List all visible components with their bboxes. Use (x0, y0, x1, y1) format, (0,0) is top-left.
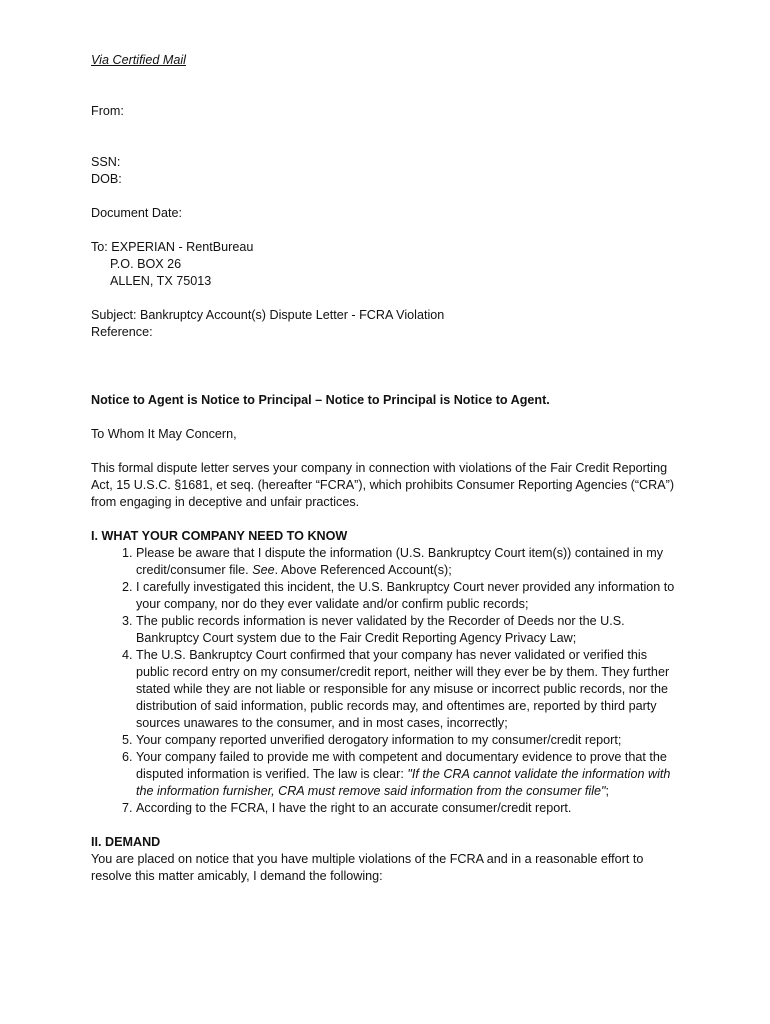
recipient-address-1: P.O. BOX 26 (110, 257, 182, 271)
list-text: sources unawares to the consumer, and in most cases, incorrectly; (136, 716, 508, 730)
list-text: distribution of said information, public records may, and oftentimes are, reported by third party (136, 699, 657, 713)
document-date-label: Document Date: (91, 206, 182, 220)
demand-paragraph (91, 851, 691, 885)
list-text: Please be aware that I dispute the information (U.S. Bankruptcy Court item(s)) contained in my (136, 546, 664, 560)
list-item (91, 579, 691, 613)
list-text: ; (605, 784, 609, 798)
list-text: stated while they are not liable or responsible for any misuse or incorrect public records, nor the (136, 682, 668, 696)
list-text: Your company reported unverified derogatory information to my consumer/credit report; (136, 733, 622, 747)
list-number: 6. (122, 750, 133, 764)
list-item (91, 613, 691, 647)
via-certified-mail: Via Certified Mail (91, 53, 186, 67)
list-number: 7. (122, 801, 133, 815)
subject-line: Subject: Bankruptcy Account(s) Dispute Letter - FCRA Violation (91, 308, 445, 322)
list-item (91, 545, 691, 579)
list-text: According to the FCRA, I have the right to an accurate consumer/credit report. (136, 801, 572, 815)
reference-label: Reference: (91, 325, 153, 339)
list-text: The U.S. Bankruptcy Court confirmed that your company has never validated or verified this (136, 648, 647, 662)
demand-line: You are placed on notice that you have multiple violations of the FCRA and in a reasonable effort to (91, 852, 644, 866)
letter-page (91, 52, 691, 885)
list-text: . Above Referenced Account(s); (274, 563, 452, 577)
section-1-heading: I. WHAT YOUR COMPANY NEED TO KNOW (91, 529, 348, 543)
list-text-italic: the information furnisher, CRA must remove said information from the consumer file" (136, 784, 606, 798)
list-item (91, 732, 691, 749)
list-number: 3. (122, 614, 133, 628)
section-2-heading: II. DEMAND (91, 835, 161, 849)
demand-line: resolve this matter amicably, I demand the following: (91, 869, 383, 883)
list-item (91, 749, 691, 800)
dob-label: DOB: (91, 172, 122, 186)
list-text-italic: See (252, 563, 275, 577)
list-item (91, 800, 691, 817)
list-number: 2. (122, 580, 133, 594)
list-item (91, 647, 691, 732)
list-text: Bankruptcy Court system due to the Fair Credit Reporting Agency Privacy Law; (136, 631, 577, 645)
list-text: public record entry on my consumer/credit report, neither will they ever be by them. They further (136, 665, 670, 679)
list-text: I carefully investigated this incident, the U.S. Bankruptcy Court never provided any information to (136, 580, 675, 594)
salutation: To Whom It May Concern, (91, 427, 237, 441)
list-text: your company, nor do they ever validate and/or confirm public records; (136, 597, 529, 611)
intro-line: from engaging in deceptive and unfair practices. (91, 495, 360, 509)
recipient-to: To: EXPERIAN - RentBureau (91, 240, 254, 254)
recipient-block (91, 239, 691, 290)
recipient-address-2: ALLEN, TX 75013 (110, 274, 212, 288)
list-text: credit/consumer file. (136, 563, 253, 577)
list-number: 4. (122, 648, 133, 662)
intro-line: Act, 15 U.S.C. §1681, et seq. (hereafter “FCRA”), which prohibits Consumer Reporting Agencies (“CRA”) (91, 478, 675, 492)
list-number: 5. (122, 733, 133, 747)
ssn-label: SSN: (91, 155, 121, 169)
intro-line: This formal dispute letter serves your company in connection with violations of the Fair Credit Reporting (91, 461, 668, 475)
list-text: Your company failed to provide me with competent and documentary evidence to prove that the (136, 750, 667, 764)
section-1-list (91, 545, 691, 817)
list-number: 1. (122, 546, 133, 560)
list-text-italic: "If the CRA cannot validate the information with (407, 767, 671, 781)
from-label: From: (91, 104, 124, 118)
intro-paragraph (91, 460, 691, 511)
list-text: disputed information is verified. The law is clear: (136, 767, 408, 781)
notice-heading: Notice to Agent is Notice to Principal – Notice to Principal is Notice to Agent. (91, 393, 550, 407)
list-text: The public records information is never validated by the Recorder of Deeds nor the U.S. (136, 614, 625, 628)
